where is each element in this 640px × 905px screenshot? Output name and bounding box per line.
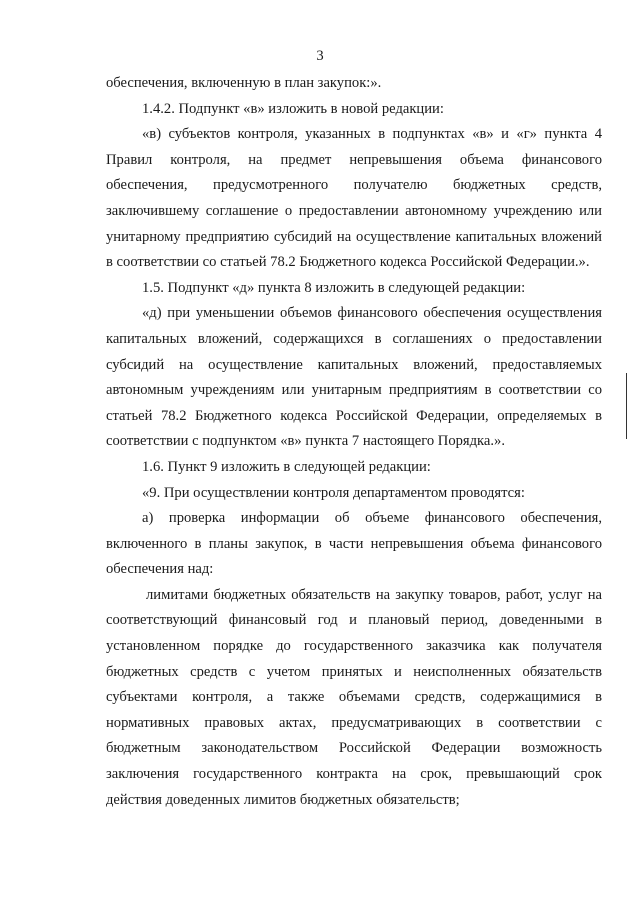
text-line: автономным учреждениям или унитарным предприятиям в соответствии со (106, 382, 602, 399)
text-line: субъектами контроля, а также объемами средств, содержащимися в (106, 689, 602, 706)
text-line: 1.5. Подпункт «д» пункта 8 изложить в следующей редакции: (142, 279, 526, 296)
text-line: 1.6. Пункт 9 изложить в следующей редакции: (142, 458, 431, 475)
text-line: заключившему соглашение о предоставлении автономному учреждению или (106, 202, 602, 219)
text-line: обеспечения, предусмотренного получателю бюджетных средств, (106, 177, 602, 194)
text-line: соответствии с подпунктом «в» пункта 7 настоящего Порядка.». (106, 433, 505, 450)
text-line: субсидий на осуществление капитальных вложений, предоставляемых (106, 356, 602, 373)
text-line: обеспечения над: (106, 561, 214, 578)
text-line: лимитами бюджетных обязательств на закупку товаров, работ, услуг на (146, 586, 602, 603)
text-line: а) проверка информации об объеме финансового обеспечения, (142, 510, 602, 527)
text-line: унитарному предприятию субсидий на осуществление капитальных вложений (106, 228, 602, 245)
text-line: бюджетным законодательством Российской Федерации возможность (106, 740, 602, 757)
text-line: заключения государственного контракта на срок, превышающий срок (106, 766, 602, 783)
text-line: «в) субъектов контроля, указанных в подпунктах «в» и «г» пункта 4 (142, 126, 602, 143)
text-line: «д) при уменьшении объемов финансового обеспечения осуществления (142, 305, 602, 322)
text-line: статьей 78.2 Бюджетного кодекса Российской Федерации, определяемых в (106, 407, 602, 424)
text-line: капитальных вложений, содержащихся в соглашениях о предоставлении (106, 330, 602, 347)
text-line: нормативных правовых актах, предусматривающих в соответствии с (106, 714, 602, 731)
text-line: Правил контроля, на предмет непревышения объема финансового (106, 151, 602, 168)
text-line: включенного в планы закупок, в части непревышения объема финансового (106, 535, 602, 552)
page-number: 3 (316, 48, 324, 64)
document-body (106, 71, 602, 813)
text-line: действия доведенных лимитов бюджетных обязательств; (106, 791, 460, 808)
text-line: в соответствии со статьей 78.2 Бюджетного кодекса Российской Федерации.». (106, 254, 590, 271)
text-line: бюджетных средств с учетом принятых и неисполненных обязательств (106, 663, 602, 680)
text-line: 1.4.2. Подпункт «в» изложить в новой редакции: (142, 100, 444, 117)
text-line: установленном порядке до государственного заказчика как получателя (106, 638, 602, 655)
margin-mark (626, 373, 627, 439)
text-line: «9. При осуществлении контроля департаментом проводятся: (142, 484, 525, 501)
text-line: обеспечения, включенную в план закупок:». (106, 75, 382, 91)
text-line: соответствующий финансовый год и плановый период, доведенными в (106, 612, 602, 629)
